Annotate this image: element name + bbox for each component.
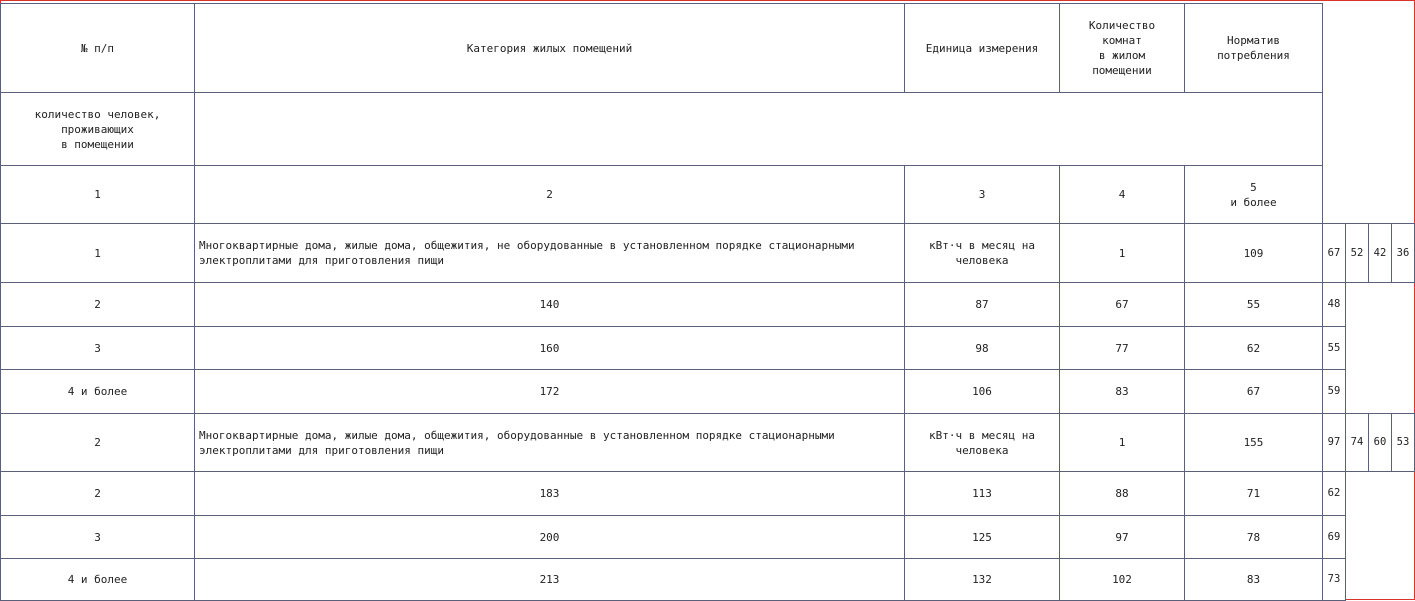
row-value: 55 [1322, 326, 1346, 370]
row-value: 155 [1184, 413, 1323, 472]
row-value: 140 [194, 282, 905, 327]
row-value: 172 [194, 369, 905, 414]
row-value: 88 [1059, 471, 1185, 516]
row-value: 97 [1059, 515, 1185, 559]
header-rooms: Количество комнат в жилом помещении [1059, 3, 1185, 93]
header-people-span [194, 92, 1323, 166]
row-unit: кВт·ч в месяц на человека [904, 413, 1060, 472]
row-value: 73 [1322, 558, 1346, 601]
row-value: 74 [1345, 413, 1369, 472]
row-value: 97 [1322, 413, 1346, 472]
row-value: 53 [1391, 413, 1415, 472]
row-value: 55 [1184, 282, 1323, 327]
header-norm: Норматив потребления [1184, 3, 1323, 93]
row-value: 69 [1322, 515, 1346, 559]
row-value: 71 [1184, 471, 1323, 516]
row-value: 213 [194, 558, 905, 601]
row-value: 200 [194, 515, 905, 559]
row-value: 67 [1059, 282, 1185, 327]
row-people: 3 [0, 326, 195, 370]
index-cell: 4 [1059, 165, 1185, 224]
row-value: 160 [194, 326, 905, 370]
row-value: 52 [1345, 223, 1369, 283]
row-value: 113 [904, 471, 1060, 516]
row-num: 1 [0, 223, 195, 283]
row-value: 183 [194, 471, 905, 516]
header-category: Категория жилых помещений [194, 3, 905, 93]
index-cell: 3 [904, 165, 1060, 224]
row-value: 83 [1059, 369, 1185, 414]
row-category: Многоквартирные дома, жилые дома, общежития, не оборудованные в установленном порядке стационарными электроплитами для приготовления пищи [194, 223, 905, 283]
row-value: 125 [904, 515, 1060, 559]
row-value: 83 [1184, 558, 1323, 601]
row-value: 59 [1322, 369, 1346, 414]
header-num: № п/п [0, 3, 195, 93]
index-cell: 1 [0, 165, 195, 224]
row-value: 1 [1059, 223, 1185, 283]
row-value: 87 [904, 282, 1060, 327]
row-people: 4 и более [0, 369, 195, 414]
header-people: количество человек, проживающих в помещении [0, 92, 195, 166]
row-value: 42 [1368, 223, 1392, 283]
row-people: 2 [0, 282, 195, 327]
row-value: 106 [904, 369, 1060, 414]
row-value: 48 [1322, 282, 1346, 327]
row-value: 67 [1184, 369, 1323, 414]
row-value: 77 [1059, 326, 1185, 370]
row-category: Многоквартирные дома, жилые дома, общежития, оборудованные в установленном порядке стационарными электроплитами для приготовления пищи [194, 413, 905, 472]
row-value: 36 [1391, 223, 1415, 283]
row-value: 62 [1184, 326, 1323, 370]
index-cell: 2 [194, 165, 905, 224]
row-value: 62 [1322, 471, 1346, 516]
row-value: 109 [1184, 223, 1323, 283]
row-num: 2 [0, 413, 195, 472]
row-people: 3 [0, 515, 195, 559]
row-value: 78 [1184, 515, 1323, 559]
index-cell: 5 и более [1184, 165, 1323, 224]
row-value: 67 [1322, 223, 1346, 283]
header-unit: Единица измерения [904, 3, 1060, 93]
row-value: 1 [1059, 413, 1185, 472]
row-unit: кВт·ч в месяц на человека [904, 223, 1060, 283]
row-value: 60 [1368, 413, 1392, 472]
row-value: 102 [1059, 558, 1185, 601]
row-value: 132 [904, 558, 1060, 601]
row-value: 98 [904, 326, 1060, 370]
row-people: 2 [0, 471, 195, 516]
row-people: 4 и более [0, 558, 195, 601]
